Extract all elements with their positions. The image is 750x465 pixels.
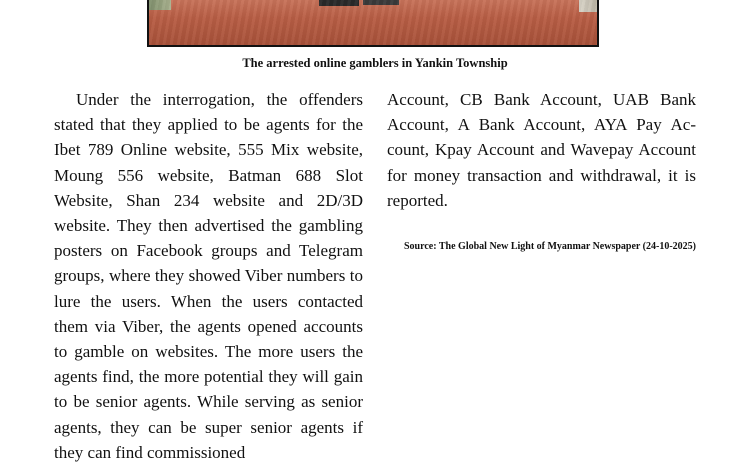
article-paragraph-left: Under the interrogation, the offenders stated that they applied to be agents for the Ibet 789 Online website, 555 Mix website, Moung 556 website, Batman 688 Slot Website, Shan 234 website and 2D/3D website. They then advertised the gambling posters on Facebook groups and Telegram groups, where they showed Viber numbers to lure the users. When the users contacted them via Viber, the agents opened accounts to gamble on websites. The more users the agents find, the more potential they will gain to be senior agents. While serving as senior agents, they can be super senior agents if they can find commissioned <box>54 90 363 462</box>
article-paragraph-right: Account, CB Bank Account, UAB Bank Account, A Bank Account, AYA Pay Account, Kpay Account and Wavepay Account for money transaction and withdrawal, it is reported. <box>387 90 696 210</box>
source-credit: Source: The Global New Light of Myanmar Newspaper (24-10-2025) <box>403 241 696 252</box>
article-column-left <box>54 87 363 465</box>
photo-table-grain <box>149 0 597 45</box>
article-column-right <box>387 87 696 213</box>
news-photo <box>147 0 599 47</box>
photo-caption: The arrested online gamblers in Yankin Township <box>242 56 508 70</box>
